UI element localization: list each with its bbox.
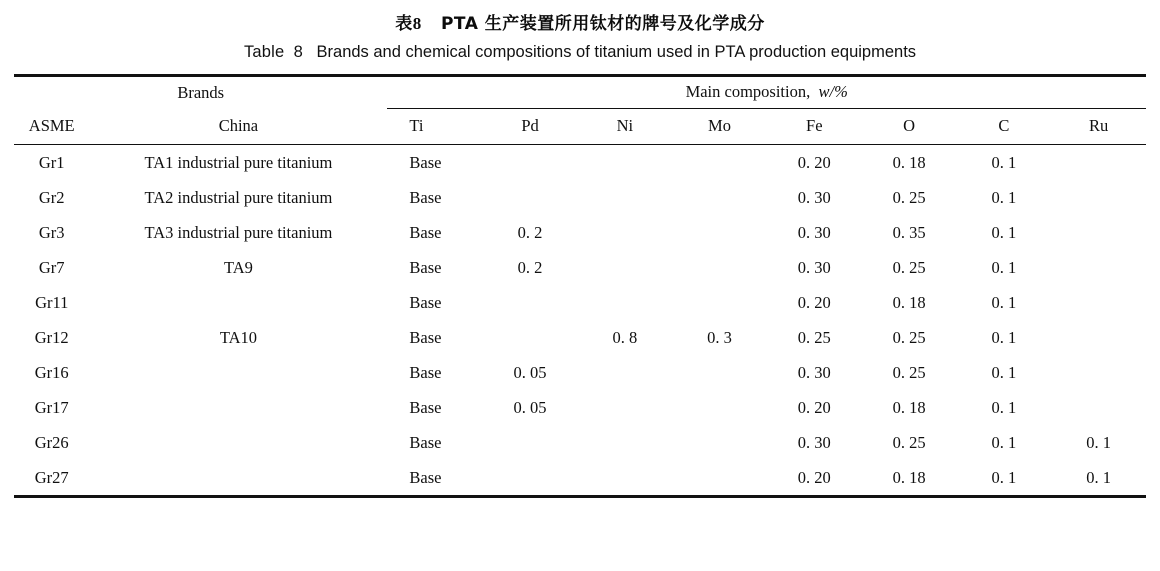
- cell-mo: [672, 250, 767, 285]
- cell-mo: [672, 215, 767, 250]
- cell-ti: Base: [409, 397, 442, 417]
- cell-ti: Base: [409, 187, 442, 207]
- cell-fe: 0. 30: [797, 432, 831, 452]
- caption-cn-number: 8: [412, 14, 422, 33]
- cell-ru: [1051, 390, 1146, 425]
- cell-mo: [672, 390, 767, 425]
- titanium-composition-table: [14, 74, 1146, 498]
- cell-ru: [1051, 215, 1146, 250]
- cell-asme: Gr12: [34, 327, 69, 347]
- cell-fe: 0. 30: [797, 362, 831, 382]
- cell-ti: Base: [409, 152, 442, 172]
- cell-ru: [1051, 145, 1146, 180]
- cell-o: 0. 18: [892, 152, 926, 172]
- group-header-main-composition: [387, 77, 1146, 109]
- cell-mo: [672, 285, 767, 320]
- cell-fe: 0. 30: [797, 222, 831, 242]
- column-header-china: China: [218, 116, 259, 135]
- cell-fe: 0. 20: [797, 467, 831, 487]
- caption-cn-label: 表: [395, 14, 413, 34]
- cell-ru: [1051, 285, 1146, 320]
- cell-ru: [1051, 250, 1146, 285]
- cell-china: TA1 industrial pure titanium: [144, 152, 333, 172]
- cell-c: 0. 1: [991, 362, 1017, 382]
- caption-en-label: Table: [243, 43, 285, 61]
- table-row: [14, 145, 1146, 180]
- table-row: [14, 390, 1146, 425]
- document-page: [0, 9, 1160, 571]
- cell-c: 0. 1: [991, 327, 1017, 347]
- cell-pd: 0. 05: [513, 362, 547, 382]
- cell-c: 0. 1: [991, 292, 1017, 312]
- cell-pd: [483, 320, 578, 355]
- cell-ni: [577, 215, 672, 250]
- column-header-o: O: [903, 116, 916, 135]
- cell-asme: Gr1: [38, 152, 65, 172]
- cell-asme: Gr11: [35, 292, 69, 312]
- cell-asme: Gr2: [38, 187, 65, 207]
- cell-o: 0. 18: [892, 397, 926, 417]
- cell-ti: Base: [409, 362, 442, 382]
- cell-fe: 0. 20: [797, 152, 831, 172]
- column-header-pd: Pd: [521, 116, 539, 135]
- cell-ni: [577, 460, 672, 496]
- cell-c: 0. 1: [991, 187, 1017, 207]
- cell-china: [89, 460, 387, 496]
- cell-mo: [672, 460, 767, 496]
- cell-mo: [672, 180, 767, 215]
- caption-en-number: 8: [293, 43, 303, 61]
- cell-ti: Base: [409, 257, 442, 277]
- cell-pd: 0. 2: [517, 257, 543, 277]
- cell-o: 0. 25: [892, 432, 926, 452]
- column-header-ru: Ru: [1088, 116, 1109, 135]
- cell-mo: [672, 355, 767, 390]
- column-header-asme: ASME: [28, 116, 75, 135]
- cell-fe: 0. 25: [797, 327, 831, 347]
- cell-fe: 0. 30: [797, 187, 831, 207]
- cell-ni: 0. 8: [612, 327, 638, 347]
- column-header-row: [14, 109, 1146, 145]
- cell-o: 0. 25: [892, 187, 926, 207]
- cell-fe: 0. 20: [797, 397, 831, 417]
- table-caption-chinese: [14, 9, 1146, 34]
- table-row: [14, 285, 1146, 320]
- cell-china: TA10: [219, 327, 257, 347]
- caption-en-text: Brands and chemical compositions of titanium used in PTA production equipments: [316, 43, 917, 61]
- cell-o: 0. 18: [892, 467, 926, 487]
- cell-o: 0. 18: [892, 292, 926, 312]
- cell-ru: 0. 1: [1086, 432, 1111, 452]
- cell-ti: Base: [409, 292, 442, 312]
- cell-china: TA2 industrial pure titanium: [144, 187, 333, 207]
- column-header-fe: Fe: [806, 116, 823, 135]
- cell-pd: [483, 460, 578, 496]
- cell-o: 0. 25: [892, 257, 926, 277]
- cell-c: 0. 1: [991, 152, 1017, 172]
- table-row: [14, 355, 1146, 390]
- cell-ti: Base: [409, 432, 442, 452]
- cell-ti: Base: [409, 467, 442, 487]
- cell-asme: Gr16: [34, 362, 69, 382]
- cell-ni: [577, 390, 672, 425]
- column-header-ti: Ti: [409, 116, 424, 135]
- column-header-mo: Mo: [708, 116, 731, 135]
- cell-mo: [672, 145, 767, 180]
- table-row: [14, 425, 1146, 460]
- cell-o: 0. 25: [892, 327, 926, 347]
- cell-pd: [483, 180, 578, 215]
- table-row: [14, 460, 1146, 496]
- cell-fe: 0. 30: [797, 257, 831, 277]
- cell-china: [89, 285, 387, 320]
- cell-c: 0. 1: [991, 397, 1017, 417]
- cell-ni: [577, 145, 672, 180]
- group-header-brands: Brands: [177, 82, 225, 102]
- cell-china: TA9: [223, 257, 253, 277]
- cell-ni: [577, 355, 672, 390]
- cell-ni: [577, 250, 672, 285]
- cell-ru: [1051, 180, 1146, 215]
- cell-o: 0. 25: [892, 362, 926, 382]
- table-rule-bottom-outer: [14, 497, 1146, 498]
- cell-ru: [1051, 320, 1146, 355]
- cell-asme: Gr7: [38, 257, 65, 277]
- cell-ru: 0. 1: [1086, 467, 1111, 487]
- cell-china: TA3 industrial pure titanium: [144, 222, 333, 242]
- cell-asme: Gr3: [38, 222, 65, 242]
- table-row: [14, 215, 1146, 250]
- cell-china: [89, 425, 387, 460]
- cell-china: [89, 390, 387, 425]
- cell-ni: [577, 180, 672, 215]
- table-caption-english: [14, 43, 1146, 62]
- cell-o: 0. 35: [892, 222, 926, 242]
- cell-china: [89, 355, 387, 390]
- cell-mo: 0. 3: [707, 327, 732, 347]
- group-header-main-unit: w/%: [818, 82, 848, 101]
- cell-ru: [1051, 355, 1146, 390]
- cell-pd: [483, 425, 578, 460]
- column-header-c: C: [998, 116, 1010, 135]
- cell-pd: [483, 285, 578, 320]
- cell-asme: Gr26: [34, 432, 69, 452]
- table-row: [14, 250, 1146, 285]
- cell-c: 0. 1: [991, 257, 1017, 277]
- cell-c: 0. 1: [991, 222, 1017, 242]
- cell-ti: Base: [409, 327, 442, 347]
- cell-mo: [672, 425, 767, 460]
- group-header-main-text: Main composition,: [685, 82, 811, 101]
- cell-pd: 0. 2: [517, 222, 543, 242]
- cell-fe: 0. 20: [797, 292, 831, 312]
- column-header-ni: Ni: [616, 116, 634, 135]
- cell-ni: [577, 285, 672, 320]
- cell-ni: [577, 425, 672, 460]
- table-row: [14, 320, 1146, 355]
- cell-ti: Base: [409, 222, 442, 242]
- group-header-row: [14, 77, 1146, 109]
- cell-pd: [483, 145, 578, 180]
- table-row: [14, 180, 1146, 215]
- cell-pd: 0. 05: [513, 397, 547, 417]
- cell-asme: Gr27: [34, 467, 69, 487]
- cell-asme: Gr17: [34, 397, 69, 417]
- cell-c: 0. 1: [991, 467, 1017, 487]
- caption-cn-text: PTA 生产装置所用钛材的牌号及化学成分: [440, 14, 765, 34]
- cell-c: 0. 1: [991, 432, 1017, 452]
